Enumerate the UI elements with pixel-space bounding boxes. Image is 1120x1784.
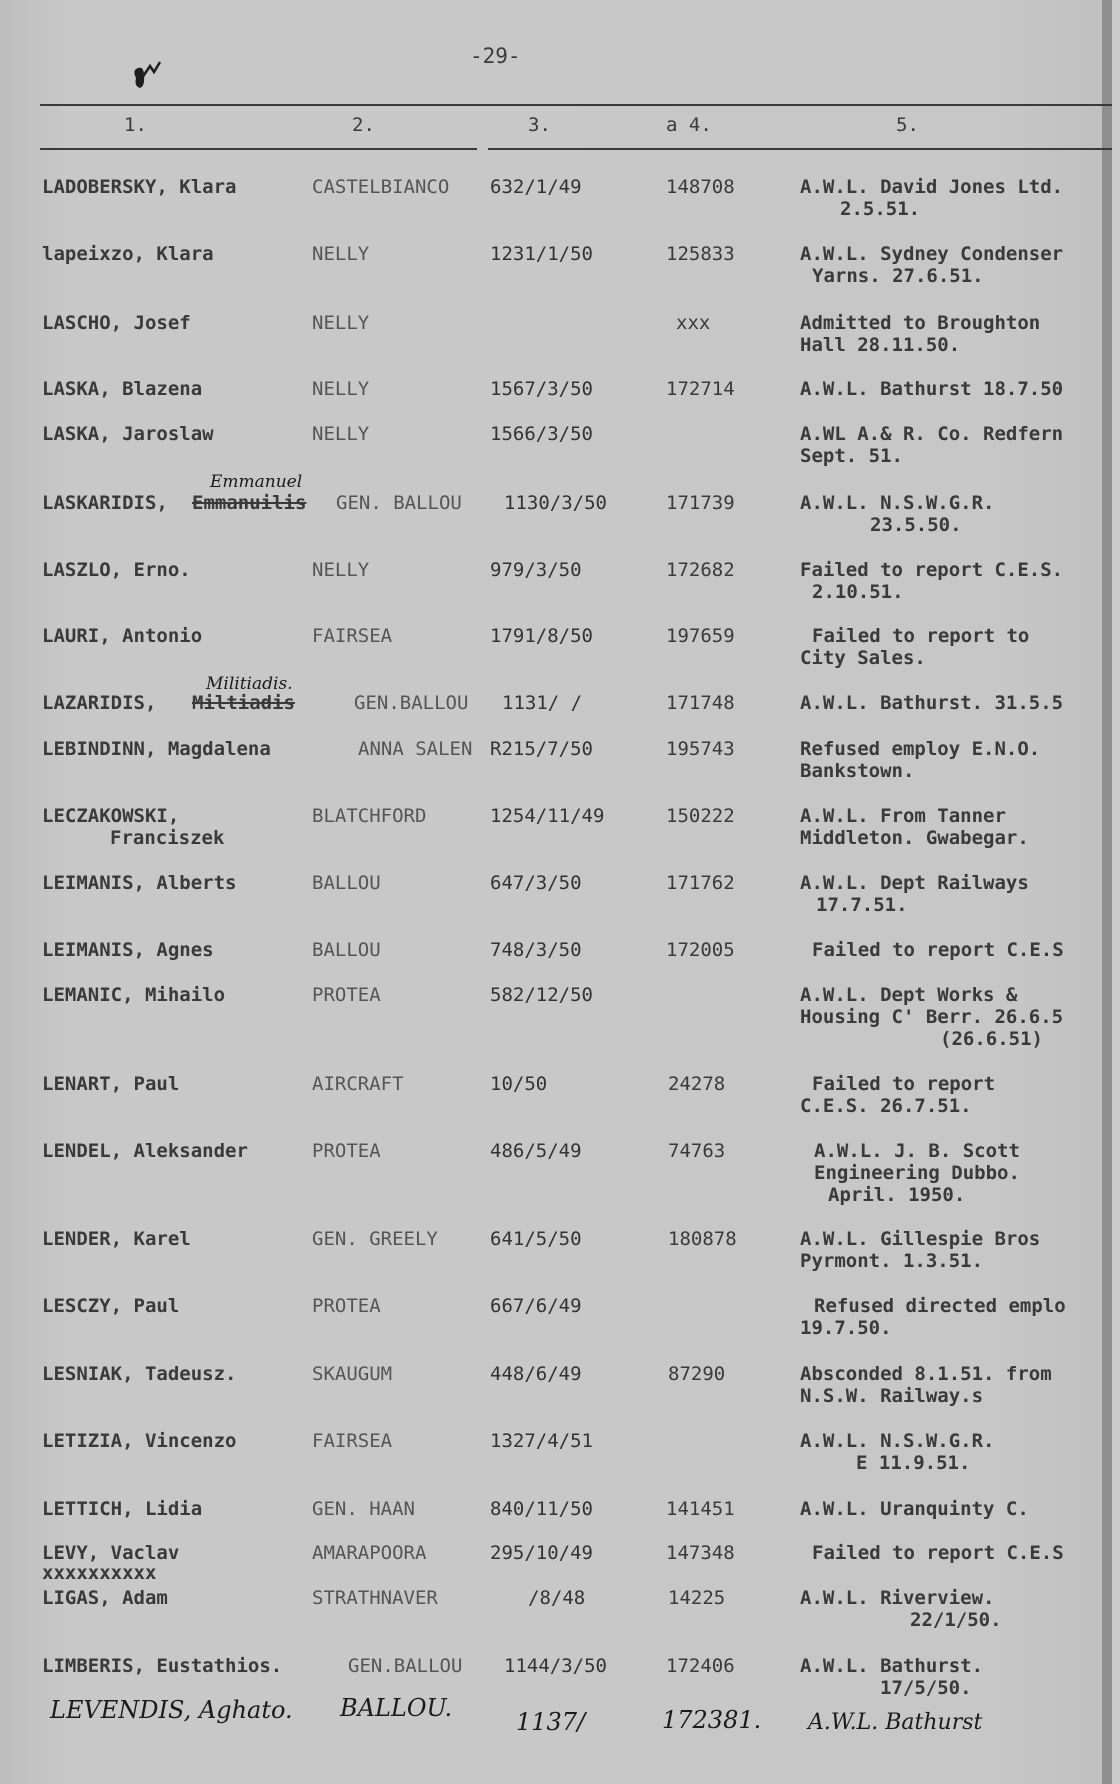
ref-cell: 1567/3/50 (490, 378, 593, 400)
number-cell: 197659 (666, 625, 735, 647)
ref-cell: 1254/11/49 (490, 805, 605, 827)
remark-line-2: 2.5.51. (840, 198, 921, 220)
ref-cell: 1231/1/50 (490, 243, 593, 265)
surname-cell: LAURI, Antonio (42, 625, 203, 647)
ref-cell: 840/11/50 (490, 1498, 593, 1520)
number-cell: xxx (676, 312, 711, 334)
remark-line-1: A.W.L. Dept Works & (800, 984, 1018, 1006)
handwritten-name-correction: Militiadis. (206, 674, 293, 694)
remark-line-2: Engineering Dubbo. (814, 1162, 1020, 1184)
ship-cell: GEN. BALLOU (336, 492, 462, 514)
ref-cell: 1791/8/50 (490, 625, 593, 647)
number-cell: 171762 (666, 872, 735, 894)
table-row (0, 872, 1112, 932)
remark-line-1: A.W.L. From Tanner (800, 805, 1006, 827)
remark-line-3: April. 1950. (828, 1184, 966, 1206)
number-cell: 195743 (666, 738, 735, 760)
ref-cell: 10/50 (490, 1073, 548, 1095)
header-rule-bottom-1 (40, 148, 477, 150)
remark-line-1: Refused directed emplo (814, 1295, 1066, 1317)
table-row (0, 1587, 1112, 1647)
surname-cell: LEMANIC, Mihailo (42, 984, 226, 1006)
remark-line-1: A.W.L. Dept Railways (800, 872, 1029, 894)
ref-cell: 1566/3/50 (490, 423, 593, 445)
surname-cell: LETIZIA, Vincenzo (42, 1430, 237, 1452)
ship-cell: NELLY (312, 243, 370, 265)
ref-cell: 748/3/50 (490, 939, 582, 961)
ship-cell: PROTEA (312, 984, 381, 1006)
table-row (0, 1430, 1112, 1490)
number-cell: 172406 (666, 1655, 735, 1677)
remark-line-2: Pyrmont. 1.3.51. (800, 1250, 984, 1272)
surname-cell: LASKARIDIS, (42, 492, 168, 514)
ref-cell: 582/12/50 (490, 984, 593, 1006)
surname-cell: LADOBERSKY, Klara (42, 176, 237, 198)
remark-line-1: Failed to report (812, 1073, 996, 1095)
ship-cell: PROTEA (312, 1295, 381, 1317)
number-cell: 171739 (666, 492, 735, 514)
ship-cell: BLATCHFORD (312, 805, 427, 827)
remark-line-2: E 11.9.51. (856, 1452, 971, 1474)
remark-line-2: 19.7.50. (800, 1317, 892, 1339)
remark-line-1: A.W.L. Bathurst. (800, 1655, 984, 1677)
remark-line-2: Housing C' Berr. 26.6.5 (800, 1006, 1064, 1028)
table-row (0, 243, 1112, 303)
header-col-1: 1. (124, 114, 147, 136)
remark-line-2: 22/1/50. (910, 1609, 1002, 1631)
table-row (0, 1140, 1112, 1206)
struck-out-given-name: Emmanuilis (192, 492, 307, 514)
remark-line-1: A.W.L. Gillespie Bros (800, 1228, 1041, 1250)
remark-line-1: A.W.L. Sydney Condenser (800, 243, 1064, 265)
remark-line-1: A.W.L. Uranquinty C. (800, 1498, 1029, 1520)
table-row (0, 1073, 1112, 1133)
remark-line-2: City Sales. (800, 647, 926, 669)
remark-line-2: Hall 28.11.50. (800, 334, 961, 356)
table-row (0, 1228, 1112, 1288)
remark-line-1: Failed to report C.E.S (812, 1542, 1064, 1564)
table-row (0, 472, 1112, 552)
surname-cell: LEIMANIS, Alberts (42, 872, 237, 894)
remark-line-2: 2.10.51. (812, 581, 904, 603)
header-rule-top (40, 104, 1112, 106)
remark-line-3: (26.6.51) (940, 1028, 1043, 1050)
remark-line-1: A.WL A.& R. Co. Redfern (800, 423, 1064, 445)
ref-cell: 647/3/50 (490, 872, 582, 894)
table-row (0, 1363, 1112, 1423)
ref-cell: 1130/3/50 (504, 492, 607, 514)
ship-cell: PROTEA (312, 1140, 381, 1162)
ref-cell: 632/1/49 (490, 176, 582, 198)
table-row (0, 625, 1112, 685)
ref-cell: 667/6/49 (490, 1295, 582, 1317)
page-number: -29- (470, 44, 521, 68)
number-cell: 24278 (668, 1073, 726, 1095)
ref-cell: 1131/ / (502, 692, 583, 714)
number-cell: 172005 (666, 939, 735, 961)
ship-cell: AIRCRAFT (312, 1073, 404, 1095)
handwritten-remark: A.W.L. Bathurst (808, 1710, 983, 1735)
surname-cell: LEBINDINN, Magdalena (42, 738, 271, 760)
struck-out-given-name: Miltiadis (192, 692, 295, 714)
surname-cell: LEVY, Vaclav (42, 1542, 180, 1564)
number-cell: 180878 (668, 1228, 737, 1250)
table-row (0, 738, 1112, 798)
number-cell: 172682 (666, 559, 735, 581)
number-cell: 172714 (666, 378, 735, 400)
surname-cell: LAZARIDIS, (42, 692, 157, 714)
table-row (0, 559, 1112, 619)
surname-cell: LESCZY, Paul (42, 1295, 180, 1317)
ref-cell: 448/6/49 (490, 1363, 582, 1385)
surname-cell: LASCHO, Josef (42, 312, 191, 334)
ship-cell: NELLY (312, 423, 370, 445)
remark-line-2: N.S.W. Railway.s (800, 1385, 984, 1407)
remark-line-1: Refused employ E.N.O. (800, 738, 1041, 760)
ref-cell: 1327/4/51 (490, 1430, 593, 1452)
remark-line-1: A.W.L. David Jones Ltd. (800, 176, 1064, 198)
ship-cell: STRATHNAVER (312, 1587, 438, 1609)
surname-cell: LIGAS, Adam (42, 1587, 168, 1609)
ref-cell: 486/5/49 (490, 1140, 582, 1162)
handwritten-ship: BALLOU. (340, 1694, 453, 1722)
remark-line-2: 17/5/50. (880, 1677, 972, 1699)
ship-cell: FAIRSEA (312, 1430, 393, 1452)
table-row (0, 984, 1112, 1050)
surname-cell: LASKA, Blazena (42, 378, 203, 400)
ship-cell: CASTELBIANCO (312, 176, 450, 198)
number-cell: 14225 (668, 1587, 726, 1609)
table-row (0, 1295, 1112, 1355)
struck-out-line: xxxxxxxxxx (42, 1562, 157, 1584)
surname-cell: lapeixzo, Klara (42, 243, 214, 265)
remark-line-1: Admitted to Broughton (800, 312, 1041, 334)
surname-cell: LENDEL, Aleksander (42, 1140, 248, 1162)
ship-cell: AMARAPOORA (312, 1542, 427, 1564)
ref-cell: 979/3/50 (490, 559, 582, 581)
handwritten-ref: 1137/ (516, 1708, 586, 1736)
header-rule-bottom-2 (488, 148, 1112, 150)
surname-cell: LASKA, Jaroslaw (42, 423, 214, 445)
table-row (0, 423, 1112, 483)
ship-cell: NELLY (312, 559, 370, 581)
remark-line-1: A.W.L. N.S.W.G.R. (800, 1430, 995, 1452)
ship-cell: ANNA SALEN (358, 738, 473, 760)
ship-cell: GEN.BALLOU (354, 692, 469, 714)
number-cell: 87290 (668, 1363, 726, 1385)
ship-cell: GEN. GREELY (312, 1228, 438, 1250)
ship-cell: SKAUGUM (312, 1363, 393, 1385)
remark-line-2: Bankstown. (800, 760, 915, 782)
surname-cell: LEIMANIS, Agnes (42, 939, 214, 961)
header-col-5: 5. (896, 114, 919, 136)
remark-line-1: Absconded 8.1.51. from (800, 1363, 1052, 1385)
surname-cell: LENART, Paul (42, 1073, 180, 1095)
table-row (0, 312, 1112, 372)
header-col-4: a 4. (666, 114, 712, 136)
ship-cell: NELLY (312, 312, 370, 334)
remark-line-2: Yarns. 27.6.51. (812, 265, 984, 287)
surname-cell: LESNIAK, Tadeusz. (42, 1363, 237, 1385)
header-col-3: 3. (528, 114, 551, 136)
remark-line-2: 17.7.51. (816, 894, 908, 916)
ship-cell: GEN. HAAN (312, 1498, 415, 1520)
surname-cell: LENDER, Karel (42, 1228, 191, 1250)
number-cell: 74763 (668, 1140, 726, 1162)
remark-line-1: A.W.L. Riverview. (800, 1587, 995, 1609)
handwritten-number: 172381. (662, 1706, 762, 1734)
remark-line-1: A.W.L. Bathurst 18.7.50 (800, 378, 1064, 400)
table-row (0, 805, 1112, 865)
ref-cell: 295/10/49 (490, 1542, 593, 1564)
surname-cell: LASZLO, Erno. (42, 559, 191, 581)
remark-line-2: Middleton. Gwabegar. (800, 827, 1029, 849)
handwritten-entry-row (0, 1690, 1112, 1750)
number-cell: 147348 (666, 1542, 735, 1564)
remark-line-1: A.W.L. Bathurst. 31.5.5 (800, 692, 1064, 714)
surname-cell: LETTICH, Lidia (42, 1498, 203, 1520)
remark-line-1: Failed to report C.E.S (812, 939, 1064, 961)
ref-cell: /8/48 (528, 1587, 586, 1609)
header-col-2: 2. (352, 114, 375, 136)
handwritten-name: LEVENDIS, Aghato. (50, 1696, 293, 1724)
remark-line-1: A.W.L. N.S.W.G.R. (800, 492, 995, 514)
ship-cell: NELLY (312, 378, 370, 400)
remark-line-2: Sept. 51. (800, 445, 903, 467)
given-name-cell: Franciszek (110, 827, 225, 849)
handwritten-tick-mark (130, 56, 180, 100)
remark-line-1: Failed to report to (812, 625, 1030, 647)
remark-line-1: A.W.L. J. B. Scott (814, 1140, 1020, 1162)
surname-cell: LECZAKOWSKI, (42, 805, 180, 827)
table-row (0, 176, 1112, 236)
ref-cell: 641/5/50 (490, 1228, 582, 1250)
number-cell: 150222 (666, 805, 735, 827)
remark-line-2: 23.5.50. (870, 514, 962, 536)
ref-cell: 1144/3/50 (504, 1655, 607, 1677)
ship-cell: GEN.BALLOU (348, 1655, 463, 1677)
surname-cell: LIMBERIS, Eustathios. (42, 1655, 283, 1677)
remark-line-2: C.E.S. 26.7.51. (800, 1095, 972, 1117)
ship-cell: BALLOU (312, 939, 381, 961)
handwritten-name-correction: Emmanuel (210, 472, 303, 492)
number-cell: 171748 (666, 692, 735, 714)
ship-cell: FAIRSEA (312, 625, 393, 647)
remark-line-1: Failed to report C.E.S. (800, 559, 1064, 581)
ship-cell: BALLOU (312, 872, 381, 894)
number-cell: 125833 (666, 243, 735, 265)
number-cell: 148708 (666, 176, 735, 198)
ref-cell: R215/7/50 (490, 738, 593, 760)
number-cell: 141451 (666, 1498, 735, 1520)
